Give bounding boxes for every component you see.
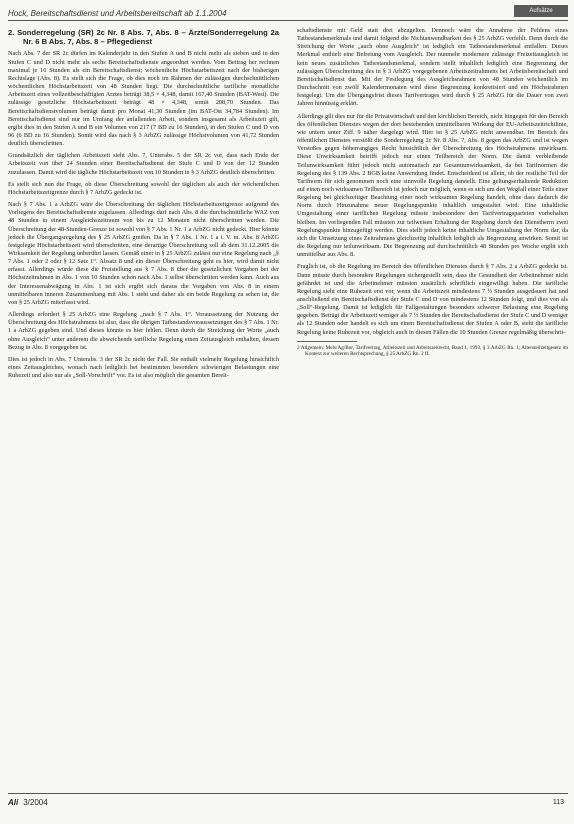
paragraph: schaftsdienste mit Geld statt drei abzugelten. Dennoch wäre die Annahme der Fehlens eines Tatbestandsmerkmals und damit folgend die Nichtanwendbarkeit des § 25 ArbZG verfehlt. Denn durch die Streichung der Worte „auch ohne Ausgleich“ ist lediglich ein Tatbestandsmerkmal entfallen. Dieses Merkmal enthielt eine Befreiung vom Ausgleich. Der nunmehr modernere zulässige Freizeitausgleich ist kein neues zusätzliches Tatbestandsmerkmal, sondern stellt inhaltlich lediglich eine Begrenzung der zulässigen Überschreitung des in § 3 ArbZG vorgegebenen Arbeitszeitrahmens bei Arbeitsbereitschaft und Bereitschaftsdienst dar. Mit der Festlegung des Ausgleichsrahmen von 48 Stunden wöchentlich im Durchschnitt von zwölf Kalendermonaten wird diese Begrenzung konkretisiert und ein Höchstrahmen festgelegt. Um die Übergangsfrist dieses Tarifvertrages wird durch § 25 ArbZG für die Dauer von zwei Jahren hinnüssig erklärt. bbox=[297, 27, 568, 108]
paragraph: Es stellt sich nun die Frage, ob diese Überschreitung sowohl der täglichen als auch der wöchentlichen Höchstarbeitszeitgrenze durch § 7 ArbZG gedeckt ist. bbox=[8, 180, 279, 196]
right-column bbox=[297, 27, 568, 358]
page-number: 113 bbox=[552, 799, 564, 806]
footer-journal bbox=[8, 798, 48, 807]
header-rule bbox=[8, 20, 568, 21]
paragraph: Grundsätzlich der täglichen Arbeitszeit sieht Abs. 7, Unterabs. 5 der SR 2c vor, dass nach Ende der Arbeitszeit von über 24 Stunden einer Bereitschaftsdienst der Stufe C und D von der 12 Stunden zuzulassen. Damit wird die tägliche Höchstarbeitszeit von 10 Stunden in § 3 ArbZG deutlich überschritten. bbox=[8, 152, 279, 176]
paragraph: Allerdings erfordert § 25 ArbZG eine Regelung „nach § 7 Abs. 1“. Voraussetzung der Nutzung der Überschreitung des Höchstrahmens ist also, dass die übrigen Tatbestandsvoraussetzungen des § 7 Abs. 1 Nr. 1 a ArbZG gegeben sind. Und dieses könnte es hier fehlen. Denn durch die Streichung der Worte „auch ohne Ausgleich“ unter anderem die abweichende tarifliche Regelung einen Zeitausgleich enthalten, dessen Bezug in Abs. 8 vorgegeben ist. bbox=[8, 311, 279, 351]
paragraph: Allerdings gilt dies nur für die Privatwirtschaft und den kirchlichen Bereich, nicht hingegen für den Bereich des öffentlichen Dienstes wegen der dort bestehenden unmittelbaren Wirkung der EU-Arbeitszeitrichtlinie, wie untern unter Ziff. 9 näher dargelegt wird. Hier ist § 25 ArbZG nicht anwendbar. Im Bereich des öffentlichen Dienstes verstößt die Sonderregelung 2c Nr. 8 Abs. 7, Abs. 8 gegen das ArbZG und ist wegen Verstoßes gegen höherrangiges Recht hinsichtlich der Überschreitung des Höchstrahmens unwirksam. Diese Unwirksamkeit betrifft jedoch nur einen Teilbereich der Norm. Die damit verbleibende Teilunwirksamkeit führt jedoch nicht automatisch zur Gesamtunwirksamkeit, da bei Tarifnormen die Regelung des § 139 Abs. 2 BGB keine Anwendung findet. Entscheidend ist allein, ob der restliche Teil der Tarifnorm für sich genommen noch eine sinnvolle Regelung darstellt. Eine geltungserhaltende Reduktion auf einen noch wirksamen Teilbereich ist jedoch nur möglich, wenn es sich um den Wegfall einer Teils einer Regelung bei gleichzeitiger Beachtung einer noch wirksamen Regelung handelt, ohne dass dadurch die Norm durch Hinzunahme neuer Regelungspunkte inhaltlich umgestaltet wird. Eine inhaltliche Umgestaltung einer tariflichen Regelung müsste insbesondere den Tarifvertragsparteien vorbehalten bleiben. Im vorliegenden Fall müssten zur teilweisen Erhaltung der Regelung durch den Dienstherrn zwei Regelungspunkte hinzugefügt werden. Dies stellt jedoch keine inhaltliche Umgestaltung der Norm dar, da sich die Umsetzung eines Zeitrahmens gleichzeitig inhaltlich lediglich als Begrenzung anwirken. Somit ist die Regelung nur teilunwirksam. Die Begrenzung auf durchschnittlich 48 Stunden pro Woche ergibt sich unmittelbar aus Abs. 8. bbox=[297, 112, 568, 259]
footnote: 2 Allgemein: Mels/Ag/Bor, Tarifvertrag, Arbeitszeit und Arbeitszeitrecht, Band 1, 1993, § 3 ArbZG Rn. 1; Altersteilzeitgesetz im Kontext zur weiteren Rechtsprechung, § 25 ArbZG Rn. 2 ff. bbox=[297, 344, 568, 358]
paragraph: Nach § 7 Abs. 1 a ArbZG wäre die Überschreitung der täglichen Höchstarbeitszeitgrenze aufgrund des Vorliegens der Bereitschaftsdienste zugelassen. Allerdings darf nach Abs. 8 die durchschnittliche WAZ von 48 Stunden in einem Ausgleichszeitraum von bis zu 12 Monaten nicht überschritten werden. Die Überschreitung der 48-Stunden-Grenze ist sowohl von § 7 Abs. 1 Nr. 1 a ArbZG nicht gedeckt. Hier könnte jedoch die Übergangsregelung des § 25 ArbZG greifen. Da in § 7 Abs. 1 Nr. 1 a i. V. m. Abs. 8 ArbZG festgelegte Höchstarbeitszeit wird überschritten, eine derartige Überschreitung soll ab dem 31.12.2005 die Wirksamkeit der Regelung unberührt lassen. Gemäß einer in § 25 ArbZG zulässt nur eine Regelung nach „§ 7 Abs. 1 oder 2 oder § 12 Satz 1“. Absatz 8 und ein dieser Überschreitung geht es hier, wird damit nicht erfasst. Allerdings würde diese die Freistellung aus § 7 Abs. 8 über die gesetzlichen Vorgaben bei der Höchstzeitrahmen in Abs. 1 von 10 Stunden schon nach Abs. 1 selbst überschritten werden kann. Auch aus der Interessenabwägung in Abs. 1 ist sich ergibt sich daraus die Vorgaben von Abs. 8 in einem unmittelbaren inneren Zusammenhang mit Abs. 1 steht und daher als ein beide Regelung zu sehen ist, die von § 25 ArbZG miterfasst wird. bbox=[8, 201, 279, 306]
paragraph: Nach Abs. 7 der SR 2c dürfen im Kalenderjahr in den Stufen A und B nicht mehr als sieben und in den Stufen C und D nicht mehr als sechs Bereitschaftsdienste angeordnet werden. Vom Beitrag her rechnen maximal je 16 Stunden als ein Bereitschaftsdienst; wöchentliche Höchstarbeitszeit nach der bisherigen Rechtslage (Abs. 8). Es stellt sich die Frage, ob dies noch im Rahmen der zulässigen durchschnittlichen wöchentlichen Höchstarbeitszeit von 48 Stunden liegt. Die durchschnittliche tarifliche monatliche Arbeitszeit eines vollzeitbeschäftigten Arztes beträgt 38,5 × 4,348, damit 167,40 Stunden (BAT-West). Die zulässige gesetzliche Höchstarbeitszeit beträgt 48 × 4,348, somit 208,70 Stunden. Das Bereitschaftsdienstvolumen beträgt damit pro Monat 41,30 Stunden (im BAT-Ost 34,784 Stunden). Im Bereitschaftsdienst sind nur im Umfang der anfallenden Arbeit, sondern insgesamt als Arbeitszeit gilt, ergibt dies in den Stufen A und B ein Volumen von 217 (7 BD zu 16 Stunden), in den Stufen C und D von 96 (6 BD zu 16 Stunden). Somit wird das nach § 3 ArbZG zulässige Höchstvolumen von 41,72 Stunden deutlich überschritten. bbox=[8, 50, 279, 148]
left-column bbox=[8, 27, 279, 384]
section-title: 2. Sonderregelung (SR) 2c Nr. 8 Abs. 7, Abs. 8 – Ärzte/Sonderregelung 2a Nr. 6 B Abs. 7, Abs. 8 – Pflegedienst bbox=[8, 28, 279, 47]
paragraph: Dies ist jedoch in Abs. 7 Unterabs. 3 der SR 2c nicht der Fall. Sie enthält vielmehr Regelung hinsichtlich eines Zeitausgleiches, wonach nach lediglich bei bestimmten besonders schwierigen Belastungen eine Ruhezeit und also nur als „Soll-Vorschrift“ vor. Es ist also möglich die gesamten Bereit- bbox=[8, 355, 279, 380]
running-title: Hock, Bereitschaftsdienst und Arbeitsbereitschaft ab 1.1.2004 bbox=[8, 9, 227, 18]
footer-rule bbox=[8, 793, 568, 794]
journal-logo: Aufsätze bbox=[514, 5, 568, 17]
footnote-rule bbox=[297, 341, 357, 342]
journal-mark: Ali bbox=[8, 798, 19, 807]
issue-number: 3/2004 bbox=[23, 798, 48, 807]
paragraph: Fraglich ist, ob die Regelung im Bereich des öffentlichen Dienstes durch § 7 Abs. 2 a ArbZG gedeckt ist. Dann müsste durch besondere Regelungen sichergestellt sein, dass die Gesundheit der Arbeitnehmer nicht gefährdet ist und die Arbeitnehmer müssten zusätzlich schriftlich eingewilligt haben. Die tarifliche Regelung sieht eine Ruhezeit erst vor, wenn die Arbeitszeit mindestens 7 ½ Stunden ausgedauert hat und anschließend ein Bereitschaftsdienst der Stufe C und D von mindestens 12 Stunden folgt, und dies von als „Soll“-Regelung. Damit ist lediglich für Fallgestaltungen besonders schwerer Belastung eine Regelung gegeben. Beträgt die Arbeitszeit weniger als 7 ½ Stunden der Bereitschaftsdienst der Stufe C und D weniger als 12 Stunden oder handelt es sich um einen Bereitschaftsdienst der Stufen A oder B, sieht die tarifliche Regelung keine Ruhezeit vor, obgleich auch in diesen Fällen die 10 Stunden Grenze regelmäßig überschrit- bbox=[297, 263, 568, 336]
